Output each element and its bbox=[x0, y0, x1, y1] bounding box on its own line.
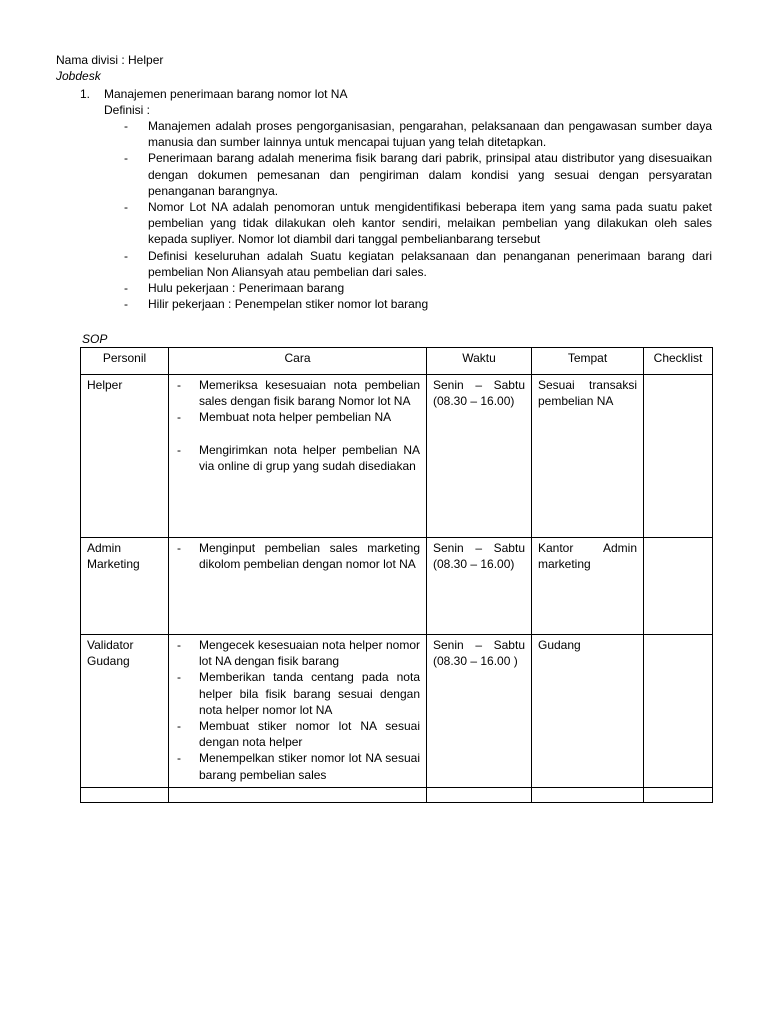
personil-cell: Helper bbox=[81, 375, 169, 538]
cara-cell bbox=[169, 375, 427, 538]
personil-cell: Validator Gudang bbox=[81, 635, 169, 788]
step-item bbox=[175, 377, 420, 409]
header-cara: Cara bbox=[169, 348, 427, 375]
step-text: Memeriksa kesesuaian nota pembelian sales dengan fisik barang Nomor lot NA bbox=[199, 378, 420, 409]
header-checklist: Checklist bbox=[644, 348, 713, 375]
step-text: Menempelkan stiker nomor lot NA sesuai barang pembelian sales bbox=[199, 751, 420, 782]
personil-cell: Admin Marketing bbox=[81, 538, 169, 635]
bullet-dash: - bbox=[177, 638, 181, 652]
checklist-cell[interactable] bbox=[644, 538, 713, 635]
bullet-dash: - bbox=[124, 281, 128, 296]
division-title: Nama divisi : Helper bbox=[56, 53, 164, 67]
definition-text: Hilir pekerjaan : Penempelan stiker nomor lot barang bbox=[148, 297, 429, 312]
step-item bbox=[175, 637, 420, 669]
waktu-cell: Senin – Sabtu (08.30 – 16.00) bbox=[427, 538, 532, 635]
step-text: Memberikan tanda centang pada nota helper bila fisik barang sesuai dengan nota helper nomor lot NA bbox=[199, 670, 420, 717]
tempat-cell: Sesuai transaksi pembelian NA bbox=[532, 375, 644, 538]
step-item bbox=[175, 540, 420, 572]
jobdesk-label: Jobdesk bbox=[56, 69, 101, 83]
bullet-dash: - bbox=[124, 248, 128, 263]
bullet-dash: - bbox=[124, 151, 128, 166]
definition-item bbox=[124, 248, 712, 280]
definition-text: Nomor Lot NA adalah penomoran untuk mengidentifikasi beberapa item yang sama pada suatu paket pembelian yang tidak dilakukan oleh kantor sendiri, melaikan pembelian yang dilakukan oleh sales kepada supliyer. Nomor lot diambil dari tanggal pembelianbarang tersebut bbox=[148, 200, 712, 247]
table-row bbox=[81, 538, 713, 635]
table-row bbox=[81, 375, 713, 538]
empty-cell bbox=[169, 788, 427, 803]
empty-cell bbox=[427, 788, 532, 803]
bullet-dash: - bbox=[124, 297, 128, 312]
bullet-dash: - bbox=[177, 719, 181, 734]
step-text: Membuat stiker nomor lot NA sesuai dengan nota helper bbox=[199, 719, 420, 750]
sop-label: SOP bbox=[82, 332, 108, 346]
step-item bbox=[175, 669, 420, 718]
definition-item bbox=[124, 280, 712, 296]
table-row bbox=[81, 635, 713, 788]
checklist-cell[interactable] bbox=[644, 375, 713, 538]
definition-item bbox=[124, 118, 712, 150]
definition-text: Definisi keseluruhan adalah Suatu kegiatan pelaksanaan dan penanganan penerimaan barang dari pembelian Non Aliansyah atau pembelian dari sales. bbox=[148, 248, 712, 279]
cara-cell bbox=[169, 635, 427, 788]
waktu-cell: Senin – Sabtu (08.30 – 16.00) bbox=[427, 375, 532, 538]
bullet-dash: - bbox=[177, 670, 181, 685]
sop-table bbox=[80, 347, 713, 803]
step-text: Membuat nota helper pembelian NA bbox=[199, 410, 392, 425]
empty-cell bbox=[644, 788, 713, 803]
step-item bbox=[175, 409, 420, 425]
empty-cell bbox=[532, 788, 644, 803]
waktu-cell: Senin – Sabtu (08.30 – 16.00 ) bbox=[427, 635, 532, 788]
step-item bbox=[175, 442, 420, 474]
table-row-empty bbox=[81, 788, 713, 803]
definition-text: Penerimaan barang adalah menerima fisik barang dari pabrik, prinsipal atau distributor yang disesuaikan dengan dokumen pemesanan dan pengiriman dalam kondisi yang sesuai dengan persyaratan penanganan barangnya. bbox=[148, 151, 712, 198]
step-text: Mengirimkan nota helper pembelian NA via online di grup yang sudah disediakan bbox=[199, 442, 420, 473]
header-tempat: Tempat bbox=[532, 348, 644, 375]
bullet-dash: - bbox=[177, 442, 181, 457]
bullet-dash: - bbox=[177, 410, 181, 425]
definition-item bbox=[124, 199, 712, 248]
definition-item bbox=[124, 296, 712, 312]
definition-text: Hulu pekerjaan : Penerimaan barang bbox=[148, 281, 345, 296]
bullet-dash: - bbox=[177, 378, 181, 392]
step-spacer bbox=[175, 426, 420, 442]
empty-cell bbox=[81, 788, 169, 803]
step-item bbox=[175, 750, 420, 782]
bullet-dash: - bbox=[124, 200, 128, 215]
definition-text: Manajemen adalah proses pengorganisasian, pengarahan, pelaksanaan dan pengawasan sumber daya manusia dan sumber lainnya untuk mencapai tujuan yang telah ditetapkan. bbox=[148, 119, 712, 150]
header-personil: Personil bbox=[81, 348, 169, 375]
bullet-dash: - bbox=[124, 119, 128, 133]
bullet-dash: - bbox=[177, 541, 181, 555]
bullet-dash: - bbox=[177, 751, 181, 766]
tempat-cell: Kantor Admin marketing bbox=[532, 538, 644, 635]
definition-item bbox=[124, 150, 712, 199]
tempat-cell: Gudang bbox=[532, 635, 644, 788]
header-waktu: Waktu bbox=[427, 348, 532, 375]
item-number: 1. bbox=[80, 87, 91, 101]
table-header-row bbox=[81, 348, 713, 375]
definition-list bbox=[124, 118, 712, 312]
checklist-cell[interactable] bbox=[644, 635, 713, 788]
step-item bbox=[175, 718, 420, 750]
definition-label: Definisi : bbox=[104, 103, 151, 117]
step-text: Mengecek kesesuaian nota helper nomor lot NA dengan fisik barang bbox=[199, 638, 420, 669]
cara-cell bbox=[169, 538, 427, 635]
item-title: Manajemen penerimaan barang nomor lot NA bbox=[104, 87, 348, 101]
step-text: Menginput pembelian sales marketing dikolom pembelian dengan nomor lot NA bbox=[199, 541, 420, 572]
